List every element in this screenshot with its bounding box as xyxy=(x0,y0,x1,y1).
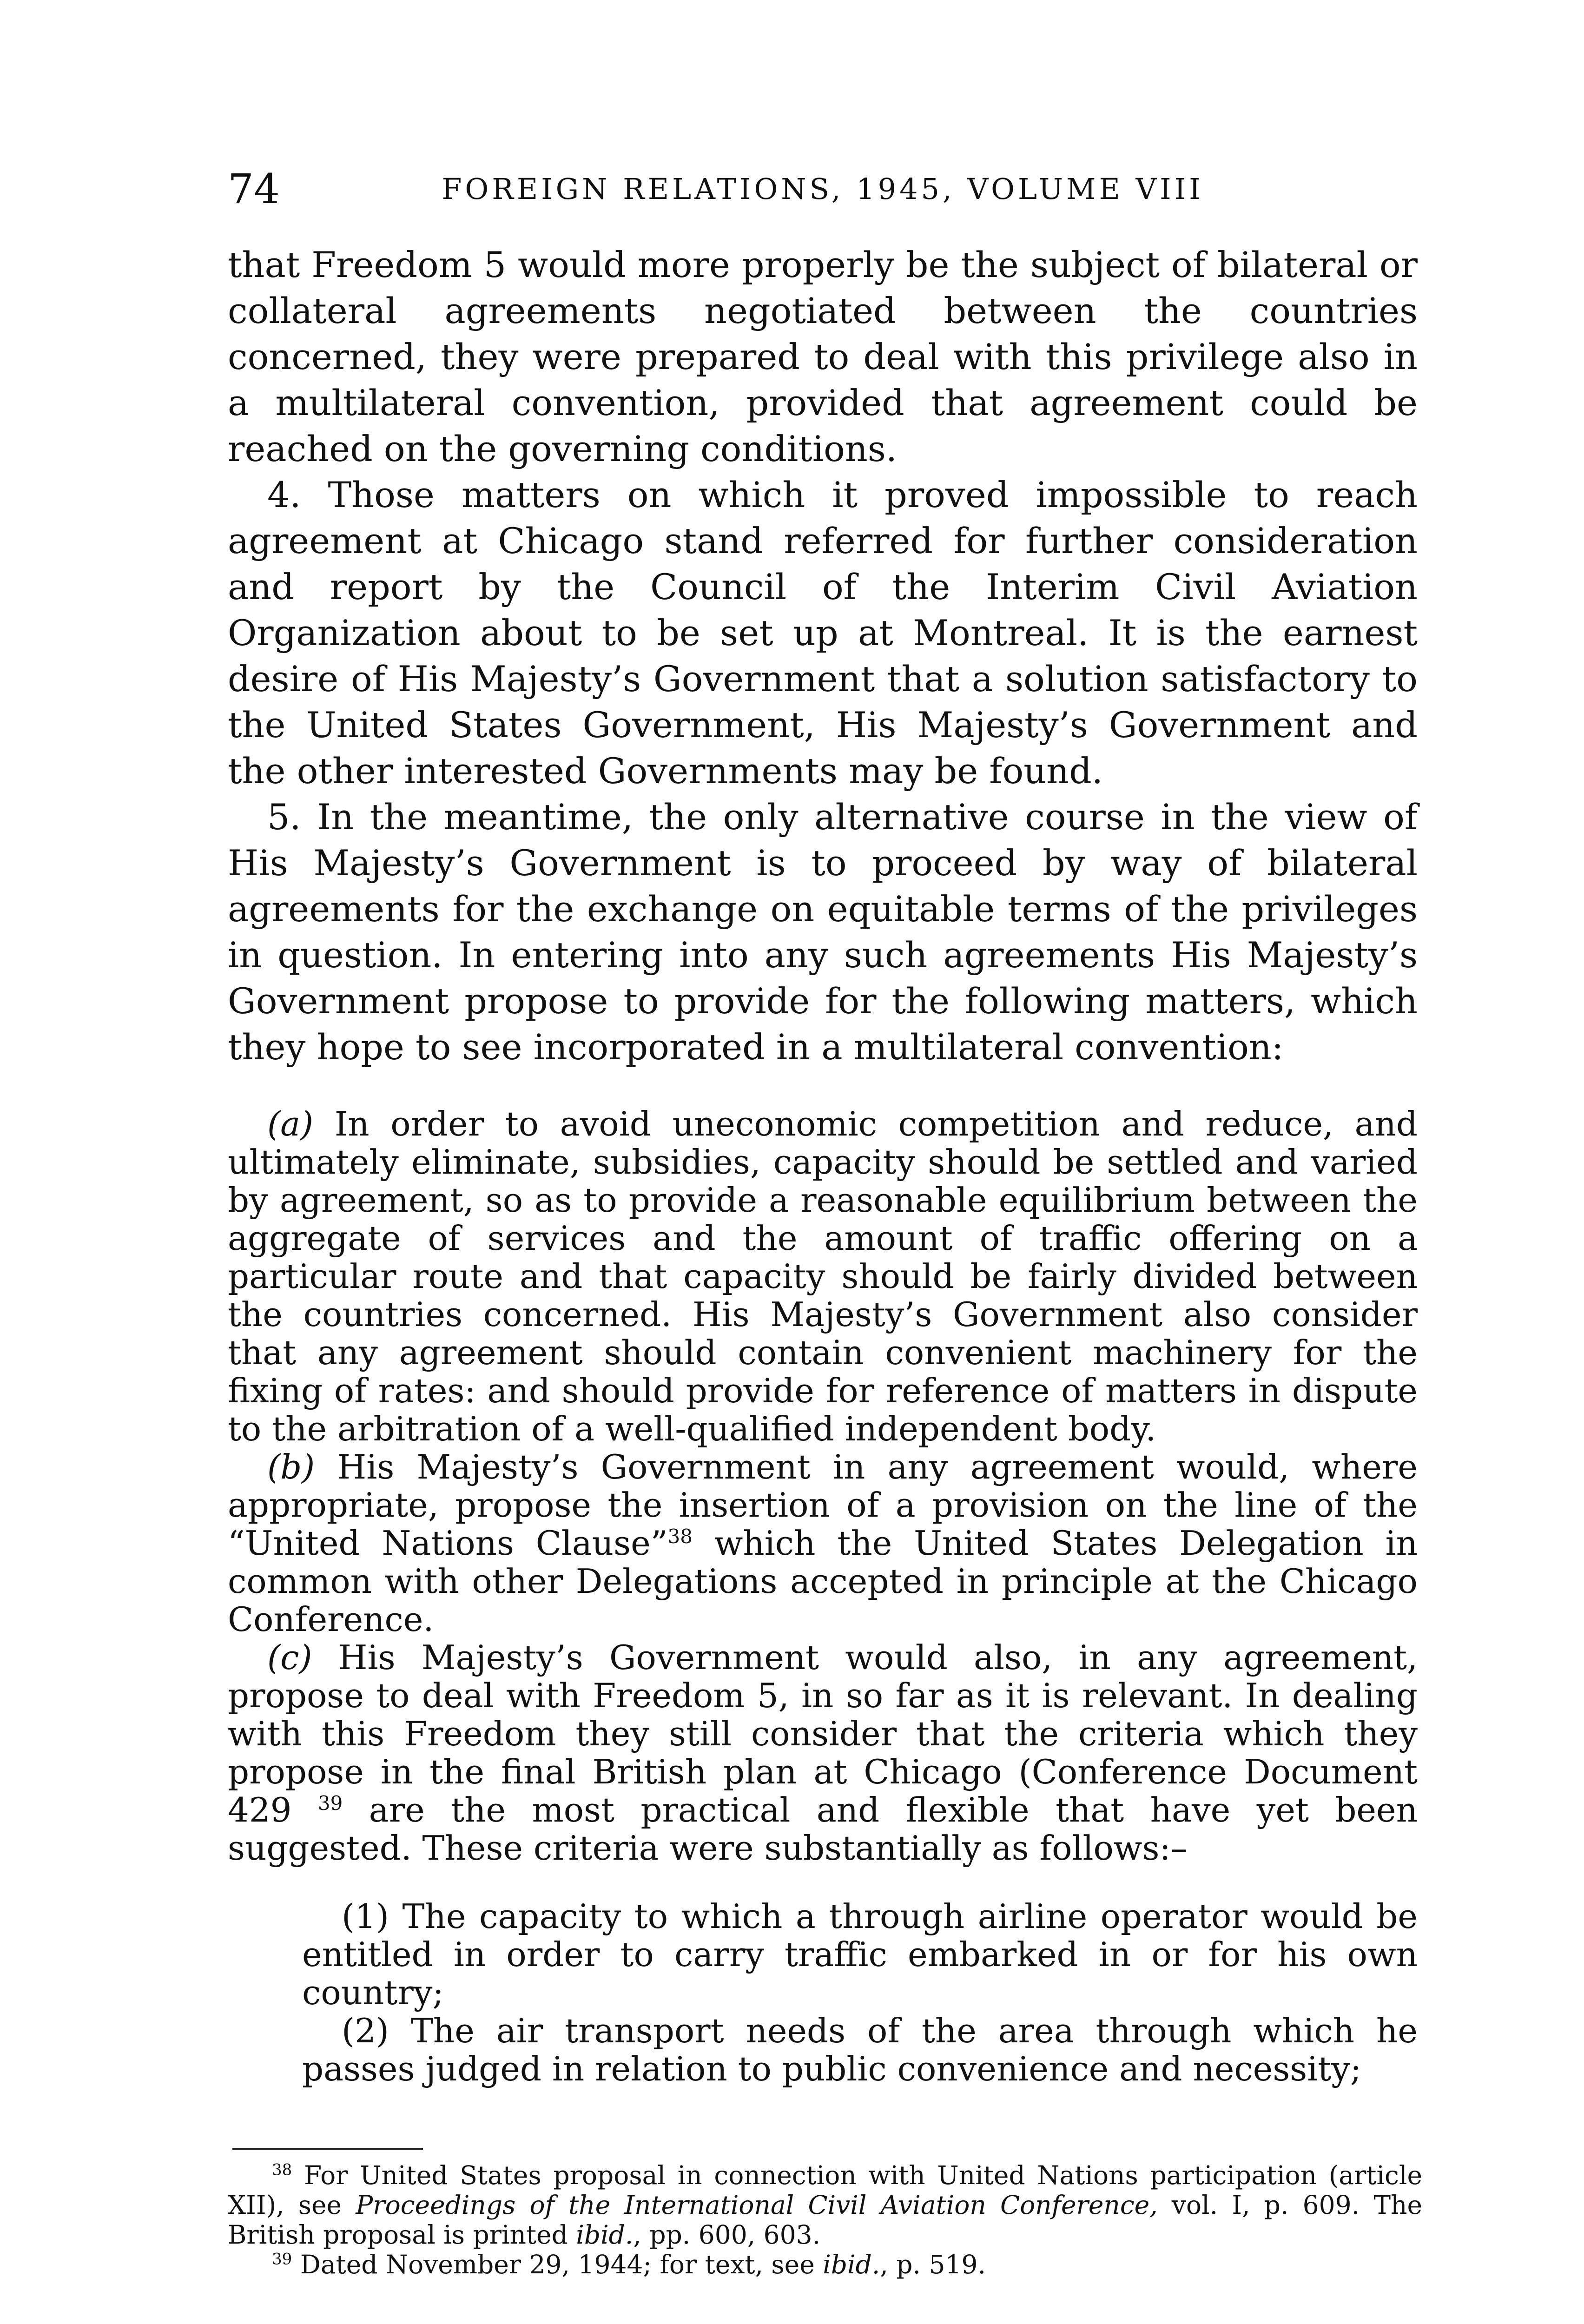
footnote-reference-38: 38 xyxy=(667,1525,693,1548)
item-b-text-after: which the United States Delegation in common with other Delegations accepted in principle at the Chicago Conference. xyxy=(228,1524,1418,1639)
criterion-2: (2) The air transport needs of the area through which he passes judged in relation to public convenience and necessity; xyxy=(302,2011,1418,2088)
footnote-38-text-after: , pp. 600, 603. xyxy=(633,2220,821,2250)
main-text xyxy=(228,242,1418,2088)
footnote-38-title: Proceedings of the International Civil Aviation Conference, xyxy=(356,2190,1158,2220)
item-b-marker: (b) xyxy=(267,1447,315,1486)
footnote-39-ibid: ibid. xyxy=(823,2250,880,2279)
criterion-1: (1) The capacity to which a through airline operator would be entitled in order to carry traffic embarked in or for his own country; xyxy=(302,1897,1418,2012)
footnote-reference-39: 39 xyxy=(317,1792,343,1815)
running-head: FOREIGN RELATIONS, 1945, VOLUME VIII xyxy=(442,172,1204,206)
list-item-a xyxy=(228,1105,1418,1448)
footnote-38-ibid: ibid. xyxy=(576,2220,634,2250)
item-c-text-before: His Majesty’s Government would also, in any agreement, propose to deal with Freedom 5, in so far as it is relevant. In dealing with this Freedom they still consider that the criteria which they propose in the final British plan at Chicago (Conference Document 429 xyxy=(228,1638,1418,1829)
list-item-b xyxy=(228,1448,1418,1638)
footnote-38-marker: 38 xyxy=(272,2160,292,2179)
paragraph-5: 5. In the meantime, the only alternative course in the view of His Majesty’s Government is to proceed by way of bilateral agreements for the exchange on equitable terms of the privileges in question. In entering into any such agreements His Majesty’s Government propose to provide for the following matters, which they hope to see incorporated in a multilateral convention: xyxy=(228,796,1418,1068)
list-item-c xyxy=(228,1638,1418,1867)
item-a-marker: (a) xyxy=(267,1104,314,1143)
page-number: 74 xyxy=(228,165,280,213)
item-b-text-before: His Majesty’s Government in any agreement would, where appropriate, propose the insertion of a provision on the line of the “United Nations Clause” xyxy=(228,1447,1418,1563)
item-c-text-after: are the most practical and flexible that have yet been suggested. These criteria were substantially as follows:– xyxy=(228,1790,1418,1868)
footnote-39-text-before: Dated November 29, 1944; for text, see xyxy=(300,2250,815,2279)
item-c-marker: (c) xyxy=(267,1638,312,1677)
paragraph-4: 4. Those matters on which it proved impossible to reach agreement at Chicago stand referred for further consideration and report by the Council of the Interim Civil Aviation Organization about to be set up at Montreal. It is the earnest desire of His Majesty’s Government that a solution satisfactory to the United States Government, His Majesty’s Government and the other interested Governments may be found. xyxy=(228,474,1418,792)
footnote-38-text-before: For United States proposal in connection with United Nations participation (article XII), see xyxy=(228,2160,1422,2220)
footnote-39-text-after: , p. 519. xyxy=(880,2250,986,2279)
item-a-text: In order to avoid uneconomic competition and reduce, and ultimately eliminate, subsidies, capacity should be settled and varied by agreement, so as to provide a reasonable equilibrium between the aggregate of services and the amount of traffic offering on a particular route and that capacity should be fairly divided between the countries concerned. His Majesty’s Government also consider that any agreement should contain convenient machinery for the fixing of rates: and should provide for reference of matters in dispute to the arbitration of a well-qualified independent body. xyxy=(228,1104,1418,1448)
footnote-39-marker: 39 xyxy=(272,2250,292,2269)
paragraph-continuation: that Freedom 5 would more properly be the subject of bilateral or collateral agreements negotiated between the countries concerned, they were prepared to deal with this privilege also in a multilateral convention, provided that agreement could be reached on the governing conditions. xyxy=(228,244,1418,469)
footnote-38-text-middle: vol. I, p. 609. The British proposal is printed xyxy=(228,2190,1422,2250)
footnote-39 xyxy=(228,2250,1422,2279)
page-header xyxy=(228,164,1418,215)
footnote-divider xyxy=(232,2148,423,2150)
footnotes xyxy=(228,2160,1422,2279)
numbered-criteria-list xyxy=(302,1897,1418,2088)
footnote-38 xyxy=(228,2160,1422,2250)
lettered-list xyxy=(228,1105,1418,1867)
